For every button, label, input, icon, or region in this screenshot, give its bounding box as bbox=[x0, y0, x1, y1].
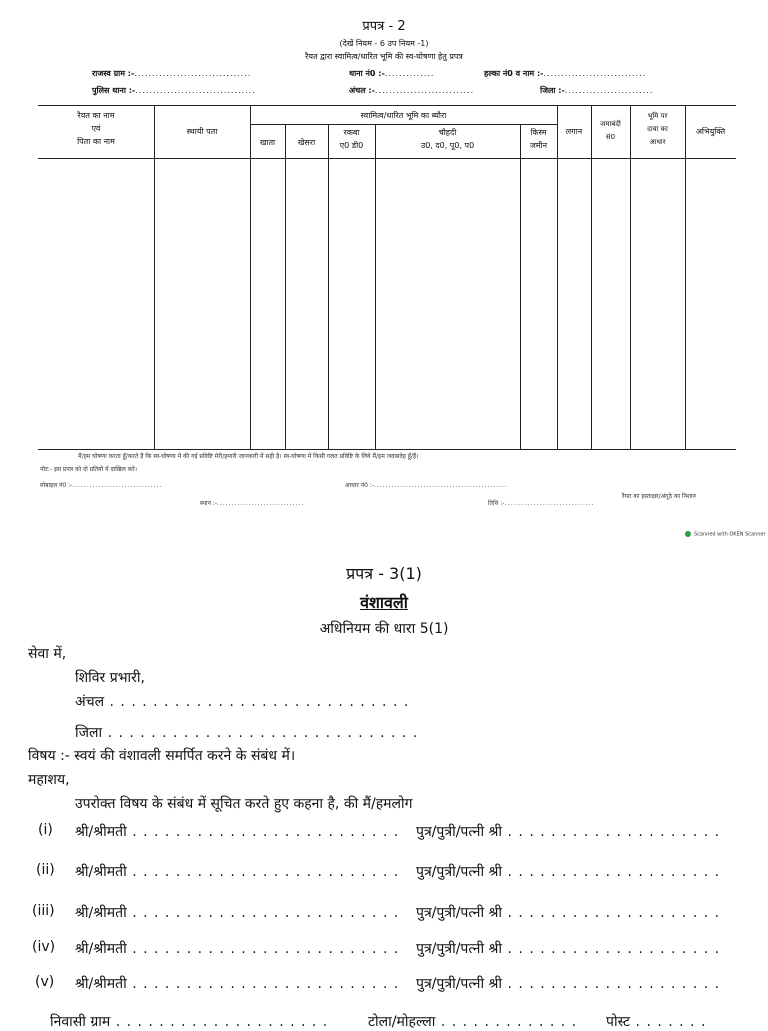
entry-name-field: श्री/श्रीमती . . . . . . . . . . . . . . . . . . . . . . . . . bbox=[75, 905, 400, 921]
form3-act: अधिनियम की धारा 5(1) bbox=[319, 621, 449, 637]
entry-num: (ii) bbox=[36, 862, 55, 878]
table-divider bbox=[328, 124, 329, 449]
col-header-claim bbox=[630, 110, 685, 149]
place-field: स्थान :-.............................. bbox=[200, 500, 305, 507]
entry-relation-label: पुत्र/पुत्री/पत्नी श्री bbox=[416, 941, 503, 957]
mobile-label: मोबाइल नं0 :- bbox=[40, 482, 73, 489]
officer-line: शिविर प्रभारी, bbox=[75, 670, 145, 686]
district-line: जिला . . . . . . . . . . . . . . . . . . . . . . . . . . . . . bbox=[75, 725, 419, 741]
table-header-rule bbox=[38, 158, 736, 159]
table-group-rule bbox=[250, 124, 557, 125]
anchal-label: अंचल :- bbox=[349, 86, 375, 95]
form2-title: प्रपत्र - 2 bbox=[362, 19, 406, 34]
col-group-header: स्वामित्व/धारित भूमि का ब्यौरा bbox=[360, 111, 447, 120]
form2-subtitle-purpose: रैयत द्वारा स्वामित्व/धारित भूमि की स्व-घोषणा हेतु प्रपत्र bbox=[305, 52, 463, 61]
table-divider bbox=[520, 124, 521, 449]
entry-relation-field: पुत्र/पुत्री/पत्नी श्री . . . . . . . . . . . . . . . . . . . . bbox=[416, 941, 721, 957]
note-text: नोट:- इस प्रपत्र को दो प्रतियों में दाखिल करें। bbox=[40, 466, 138, 473]
body-line: उपरोक्त विषय के संबंध में सूचित करते हुए कहना है, की मैं/हमलोग bbox=[75, 796, 413, 812]
district-field: जिला :-......................... bbox=[540, 86, 654, 95]
col-header-jamabandi bbox=[591, 118, 630, 144]
col-raiyat-line1: रैयत का नाम bbox=[77, 111, 115, 120]
revenue-village-label: राजस्व ग्राम :- bbox=[92, 69, 135, 78]
anchal-label: अंचल bbox=[75, 694, 105, 710]
police-station-field: पुलिस थाना :-.................................. bbox=[92, 86, 256, 95]
table-divider bbox=[375, 124, 376, 449]
entry-name-label: श्री/श्रीमती bbox=[75, 864, 127, 880]
col-header-kism bbox=[520, 126, 557, 152]
entry-name-field: श्री/श्रीमती . . . . . . . . . . . . . . . . . . . . . . . . . bbox=[75, 941, 400, 957]
entry-num: (iv) bbox=[32, 939, 56, 955]
mobile-field: मोबाइल नं0 :-............................... bbox=[40, 482, 163, 489]
resident-village-label: निवासी ग्राम bbox=[50, 1014, 111, 1030]
entry-relation-label: पुत्र/पुत्री/पत्नी श्री bbox=[416, 824, 503, 840]
entry-relation-label: पुत्र/पुत्री/पत्नी श्री bbox=[416, 976, 503, 992]
col-header-remarks: अभियुक्ति bbox=[695, 127, 726, 136]
entry-num: (v) bbox=[35, 974, 55, 990]
col-chauhaddi-line2: उ0, द0, पू0, प0 bbox=[420, 141, 475, 150]
entry-name-label: श्री/श्रीमती bbox=[75, 824, 127, 840]
col-header-raiyat bbox=[38, 109, 154, 148]
aadhar-field: आधार नं0 :-.............................................. bbox=[345, 482, 508, 489]
entry-name-field: श्री/श्रीमती . . . . . . . . . . . . . . . . . . . . . . . . . bbox=[75, 976, 400, 992]
police-station-label: पुलिस थाना :- bbox=[92, 86, 136, 95]
entry-num: (iii) bbox=[32, 903, 55, 919]
col-claim-line3: आधार bbox=[649, 138, 666, 146]
col-kism-line2: जमीन bbox=[529, 141, 548, 150]
col-jamabandi-line1: जमाबंदी bbox=[600, 120, 621, 128]
salutation-line: महाशय, bbox=[28, 772, 70, 788]
signature-label: रैयत का हस्ताक्षर/अंगूठे का निशान bbox=[622, 493, 696, 500]
entry-name-label: श्री/श्रीमती bbox=[75, 941, 127, 957]
tola-label: टोला/मोहल्ला bbox=[368, 1014, 436, 1030]
district-label: जिला :- bbox=[540, 86, 565, 95]
thana-no-label: थाना नं0 :- bbox=[349, 69, 385, 78]
col-header-lagan: लगान bbox=[565, 127, 583, 136]
scanner-watermark bbox=[685, 531, 766, 538]
revenue-village-field: राजस्व ग्राम :-................................. bbox=[92, 69, 252, 78]
halka-label: हल्का नं0 व नाम :- bbox=[484, 69, 544, 78]
col-raiyat-line2: एवं bbox=[91, 124, 101, 133]
col-raiyat-line3: पिता का नाम bbox=[77, 137, 115, 146]
tola-field: टोला/मोहल्ला . . . . . . . . . . . . . bbox=[368, 1014, 578, 1030]
entry-relation-label: पुत्र/पुत्री/पत्नी श्री bbox=[416, 905, 503, 921]
col-jamabandi-line2: सं0 bbox=[605, 133, 616, 141]
form3-heading: वंशावली bbox=[360, 593, 408, 612]
land-declaration-table bbox=[38, 105, 736, 450]
to-line: सेवा में, bbox=[28, 646, 67, 662]
entry-relation-field: पुत्र/पुत्री/पत्नी श्री . . . . . . . . . . . . . . . . . . . . bbox=[416, 905, 721, 921]
col-header-khesra: खेसरा bbox=[297, 138, 316, 147]
date-field: तिथि :-............................... bbox=[488, 500, 595, 507]
resident-village-field: निवासी ग्राम . . . . . . . . . . . . . . . . . . . . bbox=[50, 1014, 329, 1030]
entry-relation-label: पुत्र/पुत्री/पत्नी श्री bbox=[416, 864, 503, 880]
thana-no-field: थाना नं0 :-.............. bbox=[349, 69, 435, 78]
col-header-chauhaddi bbox=[375, 126, 520, 152]
aadhar-label: आधार नं0 :- bbox=[345, 482, 374, 489]
entry-name-label: श्री/श्रीमती bbox=[75, 905, 127, 921]
scanner-text: Scanned with OKEN Scanner bbox=[694, 531, 766, 538]
halka-field: हल्का नं0 व नाम :-............................. bbox=[484, 69, 647, 78]
col-rakba-line1: रकबा bbox=[343, 128, 360, 137]
col-kism-line1: किस्म bbox=[530, 128, 547, 137]
entry-relation-field: पुत्र/पुत्री/पत्नी श्री . . . . . . . . . . . . . . . . . . . . bbox=[416, 864, 721, 880]
entry-name-field: श्री/श्रीमती . . . . . . . . . . . . . . . . . . . . . . . . . bbox=[75, 864, 400, 880]
anchal-line: अंचल . . . . . . . . . . . . . . . . . . . . . . . . . . . . bbox=[75, 694, 410, 710]
table-divider bbox=[285, 124, 286, 449]
entry-relation-field: पुत्र/पुत्री/पत्नी श्री . . . . . . . . . . . . . . . . . . . . bbox=[416, 976, 721, 992]
form2-subtitle-rule: (देखें नियम - 6 उप नियम -1) bbox=[339, 39, 429, 48]
district-label: जिला bbox=[75, 725, 103, 741]
subject-line: विषय :- स्वयं की वंशावली समर्पित करने के संबंध में। bbox=[28, 748, 296, 764]
col-chauhaddi-line1: चौहदी bbox=[438, 128, 457, 137]
col-rakba-line2: ए0 डी0 bbox=[339, 141, 364, 150]
anchal-field: अंचल :-............................ bbox=[349, 86, 475, 95]
entry-name-label: श्री/श्रीमती bbox=[75, 976, 127, 992]
post-field: पोस्ट . . . . . . . bbox=[606, 1014, 707, 1030]
col-header-khata: खाता bbox=[259, 138, 276, 147]
scanner-logo-icon bbox=[685, 531, 691, 537]
entry-relation-field: पुत्र/पुत्री/पत्नी श्री . . . . . . . . . . . . . . . . . . . . bbox=[416, 824, 721, 840]
col-header-rakba bbox=[328, 126, 375, 152]
entry-name-field: श्री/श्रीमती . . . . . . . . . . . . . . . . . . . . . . . . . bbox=[75, 824, 400, 840]
declaration-text: मैं/हम घोषणा करता हूँ/करते हैं कि स्व-घोषणा में की गई प्रविष्टि मेरी/हमारी जानकारी में सही है। स्व-घोषणा में किसी गलत प्रविष्टि के लिये मैं/हम जवाबदेह हूँ/हैं। bbox=[78, 453, 419, 460]
col-claim-line2: दावा का bbox=[647, 125, 668, 133]
col-header-address: स्थायी पता bbox=[186, 127, 218, 136]
date-label: तिथि :- bbox=[488, 500, 505, 507]
place-label: स्थान :- bbox=[200, 500, 218, 507]
col-claim-line1: भूमि पर bbox=[647, 112, 668, 120]
entry-num: (i) bbox=[38, 822, 53, 838]
post-label: पोस्ट bbox=[606, 1014, 631, 1030]
form3-title: प्रपत्र - 3(1) bbox=[346, 564, 422, 583]
